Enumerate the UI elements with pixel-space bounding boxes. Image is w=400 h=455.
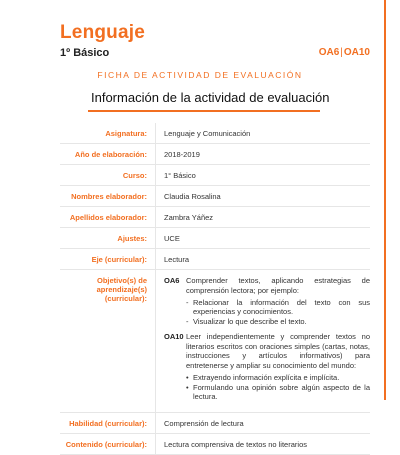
objective-body (186, 332, 370, 402)
objective-bullet: - Relacionar la información del texto con sus experiencias y conocimientos. (186, 298, 370, 318)
field-label: Habilidad (curricular): (69, 419, 147, 428)
oa-codes (319, 47, 370, 58)
objective-bullet: • Formulando una opinión sobre algún aspecto de la lectura. (186, 383, 370, 403)
field-label: Eje (curricular): (91, 255, 147, 264)
objective-code: OA10 (164, 331, 184, 341)
field-label: Asignatura: (105, 129, 147, 138)
field-label: Año de elaboración: (74, 150, 147, 159)
subject-title: Lenguaje (60, 22, 146, 43)
objective-item (164, 276, 370, 327)
table-row (60, 207, 370, 228)
objective-item (164, 332, 370, 402)
info-table (60, 123, 370, 455)
objectives-list (155, 270, 370, 412)
oa-code: OA10 (343, 47, 370, 58)
field-value: Zambra Yáñez (155, 207, 370, 227)
field-label: Curso: (122, 171, 147, 180)
field-value: Comprensión de lectura (155, 413, 370, 433)
objective-body (186, 276, 370, 327)
page-edge-rule (384, 0, 386, 400)
table-row (60, 249, 370, 270)
field-value: Claudia Rosalina (155, 186, 370, 206)
table-row (60, 144, 370, 165)
table-row (60, 413, 370, 434)
field-label: Objetivo(s) de aprendizaje(s) (curricular): (96, 276, 147, 303)
field-value: Lenguaje y Comunicación (155, 123, 370, 143)
field-value: 2018-2019 (155, 144, 370, 164)
table-row (60, 434, 370, 455)
objective-code: OA6 (164, 276, 180, 285)
field-value: Lectura (155, 249, 370, 269)
objective-bullet: • Extrayendo información explícita e implícita. (186, 373, 370, 383)
section-title: Información de la actividad de evaluación (91, 90, 330, 105)
table-row (60, 228, 370, 249)
grade-label: 1º Básico (60, 47, 110, 59)
field-value: Lectura comprensiva de textos no literarios (155, 434, 370, 454)
table-row (60, 186, 370, 207)
field-label: Apellidos elaborador: (69, 213, 147, 222)
objectives-row (60, 270, 370, 413)
oa-separator: | (340, 47, 343, 58)
field-label: Ajustes: (117, 234, 147, 243)
field-value: UCE (155, 228, 370, 248)
objective-text: Comprender textos, aplicando estrategias de comprensión lectora; por ejemplo: (186, 276, 370, 295)
table-row (60, 123, 370, 144)
objective-bullet: - Visualizar lo que describe el texto. (186, 317, 370, 327)
section-rule (88, 110, 320, 112)
sheet-label: FICHA DE ACTIVIDAD DE EVALUACIÓN (97, 70, 303, 80)
objective-bullets (186, 373, 370, 402)
objective-bullets (186, 298, 370, 327)
objective-text: Leer independientemente y comprender textos no literarios escritos con oraciones simples (cartas, notas, instrucciones y artículos informativos) para entretenerse y ampliar su conocimiento del mundo: (186, 331, 370, 370)
field-value: 1° Básico (155, 165, 370, 185)
field-label: Nombres elaborador: (71, 192, 147, 201)
oa-code: OA6 (318, 47, 340, 58)
field-label: Contenido (curricular): (65, 440, 147, 449)
table-row (60, 165, 370, 186)
